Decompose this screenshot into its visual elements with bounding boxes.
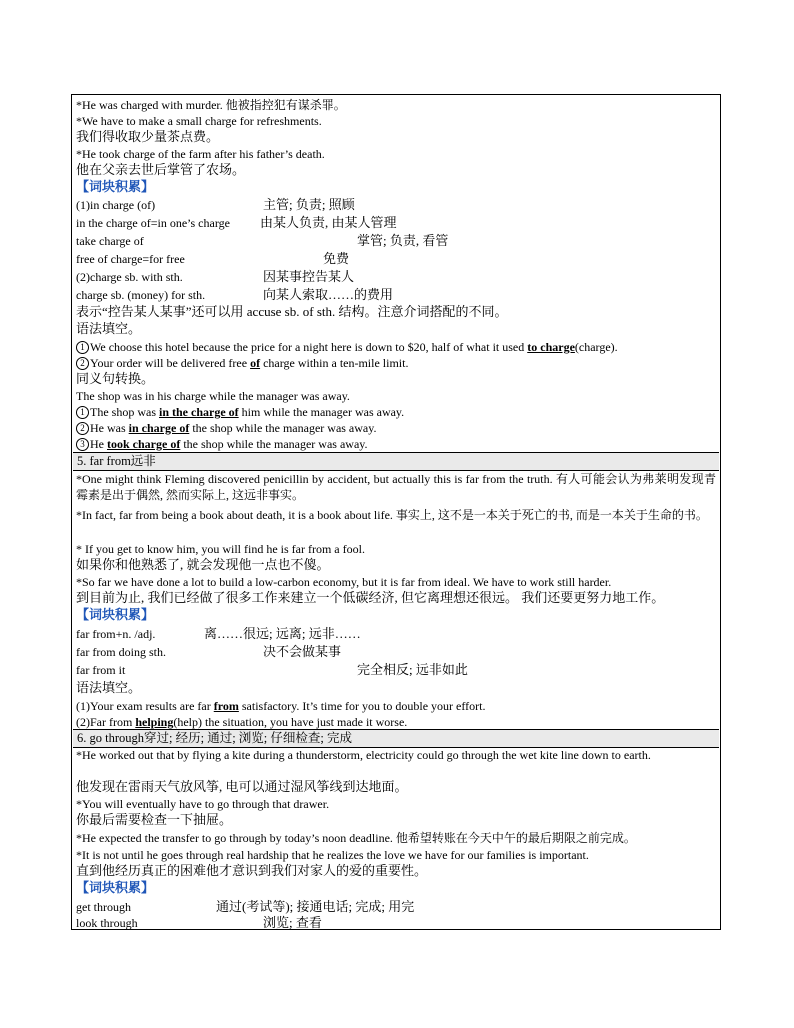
phrase-heading: 【词块积累】	[76, 179, 155, 194]
exercise-item	[76, 714, 716, 730]
content-table	[71, 94, 721, 930]
answer: of	[250, 356, 261, 370]
exercise-item	[76, 436, 716, 452]
section-title: 6. go through穿过; 经历; 通过; 浏览; 仔细检查; 完成	[77, 731, 353, 745]
number-circle: 1	[76, 341, 89, 354]
phrase-en: far from+n. /adj.	[76, 627, 156, 641]
example-translation: 到目前为止, 我们已经做了很多工作来建立一个低碳经济, 但它离理想还很远。 我们还要更努力地工作。	[76, 590, 665, 605]
exercise-item	[76, 339, 716, 355]
exercise-text: him while the manager was away.	[238, 405, 405, 419]
phrase-cn: 向某人索取……的费用	[263, 287, 394, 302]
exercise-item	[76, 698, 716, 714]
exercise-text: He	[90, 437, 107, 451]
exercise-text: charge within a ten-mile limit.	[260, 356, 409, 370]
phrase-cn: 决不会做某事	[263, 644, 342, 659]
exercise-text: (charge).	[574, 340, 618, 354]
number-circle: 2	[76, 422, 89, 435]
exercise-item	[76, 355, 716, 371]
exercise-text: He was	[90, 421, 129, 435]
phrase-en: free of charge=for free	[76, 252, 185, 266]
phrase-cn: 掌管; 负责, 看管	[357, 233, 449, 248]
example-sentence: *It is not until he goes through real hardship that he realizes the love we have for our families is important.	[76, 848, 589, 862]
example-translation: 如果你和他熟悉了, 就会发现他一点也不傻。	[76, 557, 330, 572]
exercise-text: Your order will be delivered free	[90, 356, 251, 370]
example-translation: 你最后需要检查一下抽屉。	[76, 812, 233, 827]
exercise-text: (1)Your exam results are far	[76, 699, 214, 713]
example-sentence: *He worked out that by flying a kite during a thunderstorm, electricity could go through the wet kite line down to earth.	[76, 748, 651, 762]
phrase-heading: 【词块积累】	[76, 880, 155, 895]
exercise-text: (help) the situation, you have just made it worse.	[173, 715, 408, 729]
section-title: 5. far from远非	[77, 454, 156, 468]
usage-note: 表示“控告某人某事”还可以用 accuse sb. of sth. 结构。注意介词搭配的不同。	[76, 304, 508, 319]
number-circle: 1	[76, 406, 89, 419]
phrase-en: get through	[76, 900, 131, 914]
example-sentence: *One might think Fleming discovered penicillin by accident, but actually this is far from the truth. 有人可能会认为弗莱明发现青霉素是出于偶然, 然而实际上, 这远非事实。	[76, 472, 716, 502]
exercise-text: We choose this hotel because the price for a night here is down to $20, half of what it used	[90, 340, 528, 354]
phrase-cn: 免费	[323, 251, 350, 266]
answer: helping	[135, 715, 174, 729]
exercise-text: the shop while the manager was away.	[180, 437, 368, 451]
phrase-en: in the charge of=in one’s charge	[76, 216, 230, 230]
phrase-cn: 由某人负责, 由某人管理	[260, 215, 397, 230]
exercise-title: 语法填空。	[76, 680, 142, 695]
phrase-heading: 【词块积累】	[76, 607, 155, 622]
number-circle: 3	[76, 438, 89, 451]
phrase-en: far from it	[76, 663, 126, 677]
exercise-text: the shop while the manager was away.	[189, 421, 377, 435]
phrase-cn: 主管; 负责; 照顾	[263, 197, 355, 212]
example-sentence: *You will eventually have to go through that drawer.	[76, 797, 330, 811]
example-sentence: *He was charged with murder. 他被指控犯有谋杀罪。	[76, 98, 346, 112]
phrase-en: (1)in charge (of)	[76, 198, 156, 212]
phrase-cn: 离……很远; 远离; 远非……	[204, 626, 361, 641]
phrase-en: (2)charge sb. with sth.	[76, 270, 183, 284]
phrase-en: far from doing sth.	[76, 645, 166, 659]
exercise-title: 同义句转换。	[76, 371, 155, 386]
section-header	[73, 452, 719, 471]
phrase-cn: 通过(考试等); 接通电话; 完成; 用完	[216, 899, 415, 914]
example-sentence: * If you get to know him, you will find he is far from a fool.	[76, 542, 365, 556]
example-translation: 他发现在雷雨天气放风筝, 电可以通过湿风筝线到达地面。	[76, 779, 408, 794]
example-sentence: *So far we have done a lot to build a low-carbon economy, but it is far from ideal. We have to work still harder.	[76, 575, 612, 589]
exercise-item	[76, 420, 716, 436]
example-sentence: *He took charge of the farm after his father’s death.	[76, 147, 325, 161]
phrase-en: take charge of	[76, 234, 144, 248]
exercise-text: The shop was	[90, 405, 159, 419]
answer: in charge of	[128, 421, 190, 435]
answer: to charge	[527, 340, 575, 354]
phrase-cn: 完全相反; 远非如此	[357, 662, 468, 677]
phrase-cn: 因某事控告某人	[263, 269, 355, 284]
example-translation: 他在父亲去世后掌管了农场。	[76, 162, 246, 177]
phrase-cn: 浏览; 查看	[263, 915, 322, 930]
answer: from	[213, 699, 239, 713]
answer: in the charge of	[159, 405, 239, 419]
exercise-item	[76, 404, 716, 420]
number-circle: 2	[76, 357, 89, 370]
answer: took charge of	[107, 437, 181, 451]
example-translation: 我们得收取少量茶点费。	[76, 129, 220, 144]
example-sentence: *He expected the transfer to go through by today’s noon deadline. 他希望转账在今天中午的最后期限之前完成。	[76, 831, 636, 845]
exercise-text: satisfactory. It’s time for you to double your effort.	[238, 699, 486, 713]
example-translation: 直到他经历真正的困难他才意识到我们对家人的爱的重要性。	[76, 863, 428, 878]
phrase-en: charge sb. (money) for sth.	[76, 288, 206, 302]
example-sentence: *We have to make a small charge for refreshments.	[76, 114, 322, 128]
exercise-title: 语法填空。	[76, 321, 142, 336]
phrase-en: look through	[76, 916, 138, 930]
section-header	[73, 729, 719, 748]
source-sentence: The shop was in his charge while the manager was away.	[76, 389, 350, 403]
example-sentence: *In fact, far from being a book about death, it is a book about life. 事实上, 这不是一本关于死亡的书, 而是一本关于生命的书。	[76, 508, 708, 522]
exercise-text: (2)Far from	[76, 715, 136, 729]
